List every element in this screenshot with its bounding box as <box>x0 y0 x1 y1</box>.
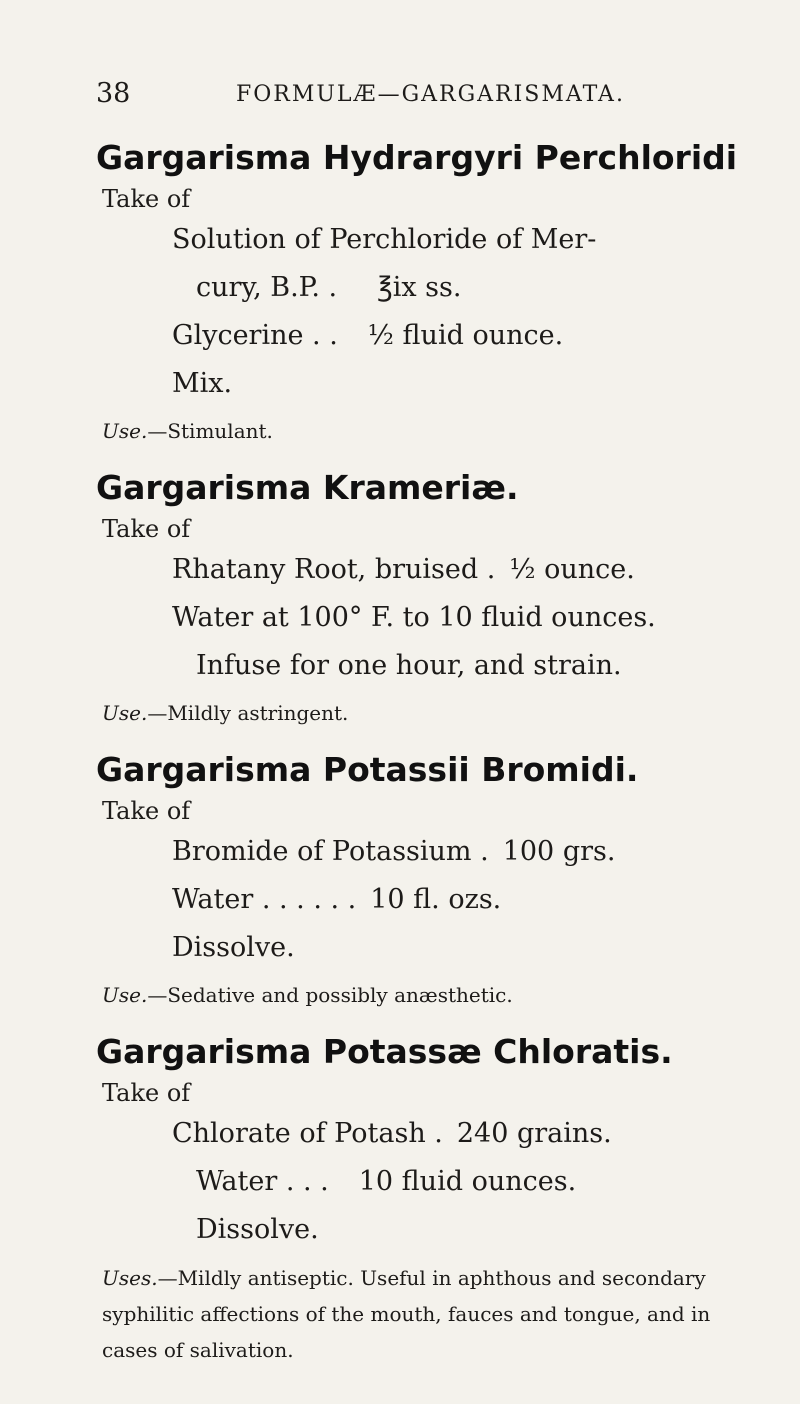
ingredient-line <box>172 594 786 642</box>
use-label: Use. <box>102 419 148 443</box>
ingredient-quantity: 100 grs. <box>502 836 616 867</box>
instruction: Dissolve. <box>196 1214 319 1245</box>
recipe-potassii-bromidi <box>96 750 786 1012</box>
instruction: Mix. <box>172 368 233 399</box>
take-of-label: Take of <box>102 515 191 543</box>
use-note <box>102 414 786 448</box>
use-text: —Stimulant. <box>147 419 273 443</box>
recipe-title: Gargarisma Potassii Bromidi. <box>96 750 639 789</box>
use-text: —Mildly astringent. <box>147 701 349 725</box>
use-label: Uses. <box>102 1266 158 1290</box>
page-content <box>96 138 786 1388</box>
ingredient-quantity: 10 fl. ozs. <box>370 884 502 915</box>
recipe-hydrargyri <box>96 138 786 448</box>
recipe-krameriae <box>96 468 786 730</box>
ingredient-name: Solution of Perchloride of Mer- <box>172 224 597 255</box>
recipe-title: Gargarisma Krameriæ. <box>96 468 519 507</box>
ingredient-line <box>172 876 786 924</box>
recipe-title: Gargarisma Hydrargyri Perchloridi <box>96 138 738 177</box>
instruction: Infuse for one hour, and strain. <box>196 650 622 681</box>
ingredient-quantity: ½ ounce. <box>509 554 635 585</box>
ingredient-line <box>172 546 786 594</box>
ingredient-name: Chlorate of Potash . <box>172 1118 443 1149</box>
recipe-title: Gargarisma Potassæ Chloratis. <box>96 1032 673 1071</box>
ingredient-name: Water . . . . . . <box>172 884 357 915</box>
ingredient-name: cury, B.P. . <box>196 272 338 303</box>
ingredient-quantity: ℥ix ss. <box>377 272 462 303</box>
use-text: —Sedative and possibly anæsthetic. <box>147 983 513 1007</box>
ingredient-line <box>196 264 786 312</box>
ingredient-name: Water at 100° F. to 10 fluid ounces. <box>172 602 656 633</box>
use-label: Use. <box>102 983 148 1007</box>
ingredient-quantity: 240 grains. <box>456 1118 612 1149</box>
ingredient-quantity: 10 fluid ounces. <box>358 1166 577 1197</box>
use-note <box>102 696 786 730</box>
ingredient-line <box>172 312 786 360</box>
take-of-label: Take of <box>102 185 191 213</box>
ingredient-name: Glycerine . . <box>172 320 338 351</box>
ingredient-line <box>172 1110 786 1158</box>
ingredient-line <box>172 216 786 264</box>
ingredient-line <box>172 828 786 876</box>
use-text: —Mildly antiseptic. Useful in aphthous and secondary syphilitic affections of the mouth, fauces and tongue, and in cases of salivation. <box>102 1266 711 1362</box>
ingredient-line <box>196 1158 786 1206</box>
use-label: Use. <box>102 701 148 725</box>
take-of-label: Take of <box>102 1079 191 1107</box>
ingredient-name: Water . . . <box>196 1166 329 1197</box>
ingredient-name: Bromide of Potassium . <box>172 836 489 867</box>
ingredient-name: Rhatany Root, bruised . <box>172 554 496 585</box>
page-number: 38 <box>96 78 131 109</box>
ingredient-quantity: ½ fluid ounce. <box>367 320 564 351</box>
use-note <box>102 978 786 1012</box>
recipe-potassae-chloratis <box>96 1032 786 1368</box>
use-note <box>102 1260 762 1368</box>
running-head: FORMULÆ—GARGARISMATA. <box>236 82 625 107</box>
page-header <box>96 78 760 118</box>
instruction: Dissolve. <box>172 932 295 963</box>
take-of-label: Take of <box>102 797 191 825</box>
